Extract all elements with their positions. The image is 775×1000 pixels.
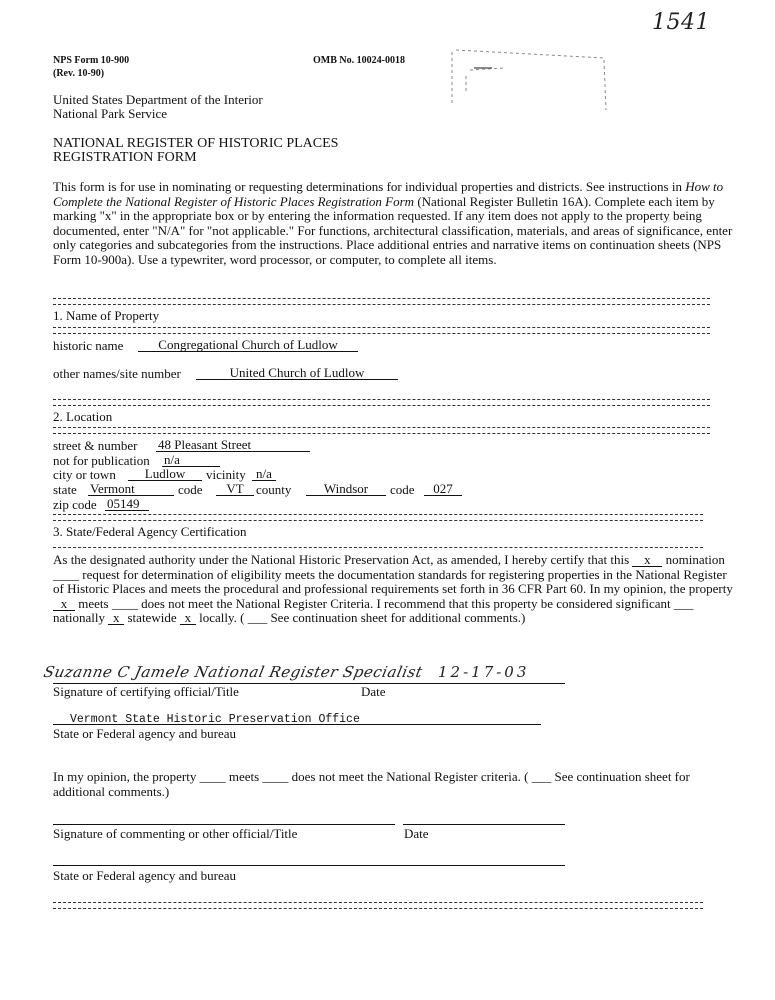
agency-line bbox=[53, 724, 541, 725]
instructions-text: This form is for use in nominating or requesting determinations for individual properties and districts. See instructions in bbox=[53, 179, 686, 194]
signature-label: Signature of certifying official/Title bbox=[53, 684, 239, 699]
vicinity-field[interactable]: n/a bbox=[252, 467, 276, 481]
state-label: state bbox=[53, 482, 77, 497]
nomination-mark[interactable]: x bbox=[632, 553, 662, 567]
zip-label: zip code bbox=[53, 497, 97, 512]
vicinity-label: vicinity bbox=[206, 467, 246, 482]
state-code-field[interactable]: VT bbox=[216, 482, 254, 496]
locally-mark[interactable]: x bbox=[180, 611, 196, 625]
cert-text: As the designated authority under the National Historic Preservation Act, as amended, I hereby certify that this bbox=[53, 552, 630, 567]
agency2-label: State or Federal agency and bureau bbox=[53, 868, 237, 883]
other-names-label: other names/site number bbox=[53, 366, 181, 381]
section-divider bbox=[53, 902, 703, 909]
street-label: street & number bbox=[53, 438, 138, 453]
handwritten-date: 12-17-03 bbox=[438, 663, 530, 681]
handwritten-signature: Suzanne C Jamele National Register Specialist bbox=[42, 663, 425, 681]
state-code-label: code bbox=[178, 482, 203, 497]
agency-line-2 bbox=[53, 865, 565, 866]
bulletin-title: How to Complete the National Register of Historic Places Registration Form bbox=[53, 179, 724, 209]
section1-heading: 1. Name of Property bbox=[53, 308, 160, 323]
section2-heading: 2. Location bbox=[53, 409, 113, 424]
county-field[interactable]: Windsor bbox=[306, 482, 386, 496]
date-label: Date bbox=[361, 684, 386, 699]
nfp-field[interactable]: n/a bbox=[162, 453, 220, 467]
omb-number: OMB No. 10024-0018 bbox=[313, 55, 405, 66]
section-divider bbox=[53, 547, 703, 548]
cert-text-3: meets ____ does not meet the National Register Criteria. I recommend that this property be considered significant ___ nationally bbox=[53, 595, 694, 626]
agency-line1: United States Department of the Interior bbox=[53, 92, 263, 107]
cert-text-2: nomination ____ request for determination of eligibility meets the documentation standards for registering properties in the National Register of Historic Places and meets the procedural and professional requirements set forth in 36 CFR Part 60. In my opinion, the property bbox=[53, 552, 733, 597]
zip-field[interactable]: 05149 bbox=[105, 497, 149, 511]
certification-statement bbox=[53, 553, 733, 626]
county-code-label: code bbox=[390, 482, 415, 497]
signature-line-2 bbox=[53, 824, 395, 825]
other-names-field[interactable]: United Church of Ludlow bbox=[196, 366, 398, 380]
signature2-label: Signature of commenting or other official/Title bbox=[53, 826, 298, 841]
street-field[interactable]: 48 Pleasant Street bbox=[156, 438, 310, 452]
form-title-line2: REGISTRATION FORM bbox=[53, 150, 197, 165]
county-label: county bbox=[256, 482, 292, 497]
commenting-opinion: In my opinion, the property ____ meets ____ does not meet the National Register criteria. ( ___ See continuation sheet for additional comments.) bbox=[53, 769, 690, 799]
cert-text-5: locally. ( ___ See continuation sheet for additional comments.) bbox=[199, 610, 526, 626]
agency-label: State or Federal agency and bureau bbox=[53, 726, 237, 741]
section-divider bbox=[53, 399, 710, 406]
section-divider bbox=[53, 327, 710, 334]
city-field[interactable]: Ludlow bbox=[128, 467, 202, 481]
form-instructions bbox=[53, 180, 733, 268]
form-title-line1: NATIONAL REGISTER OF HISTORIC PLACES bbox=[53, 136, 339, 151]
date-line-2 bbox=[403, 824, 565, 825]
state-field[interactable]: Vermont bbox=[88, 482, 174, 496]
historic-name-label: historic name bbox=[53, 338, 124, 353]
statewide-mark[interactable]: x bbox=[108, 611, 124, 625]
section-divider bbox=[53, 298, 710, 305]
receipt-stamp-box bbox=[444, 46, 614, 118]
cert-text-4: statewide bbox=[127, 610, 177, 626]
agency-line2: National Park Service bbox=[53, 106, 168, 121]
date2-label: Date bbox=[404, 826, 429, 841]
instructions-text-cont: (National Register Bulletin 16A). Complete each item by marking "x" in the appropriate box or by entering the information requested. If any item does not apply to the property being documented, enter "N/A" for "not applicable." For functions, architectural classification, materials, and areas of significance, enter only categories and subcategories from the instructions. Place additional entries and narrative items on continuation sheets (NPS Form 10-900a). Use a typewriter, word processor, or computer, to complete all items. bbox=[53, 193, 733, 267]
meets-mark[interactable]: x bbox=[53, 597, 75, 611]
form-revision: (Rev. 10-90) bbox=[53, 68, 105, 79]
nfp-label: not for publication bbox=[53, 453, 150, 468]
historic-name-field[interactable]: Congregational Church of Ludlow bbox=[138, 338, 358, 352]
page-number: 1541 bbox=[652, 10, 710, 35]
agency-typed: Vermont State Historic Preservation Office bbox=[70, 713, 360, 726]
county-code-field[interactable]: 027 bbox=[424, 482, 462, 496]
section-divider bbox=[53, 514, 703, 521]
form-id: NPS Form 10-900 bbox=[53, 55, 130, 66]
section-divider bbox=[53, 427, 710, 434]
city-label: city or town bbox=[53, 467, 116, 482]
section3-heading: 3. State/Federal Agency Certification bbox=[53, 524, 247, 539]
